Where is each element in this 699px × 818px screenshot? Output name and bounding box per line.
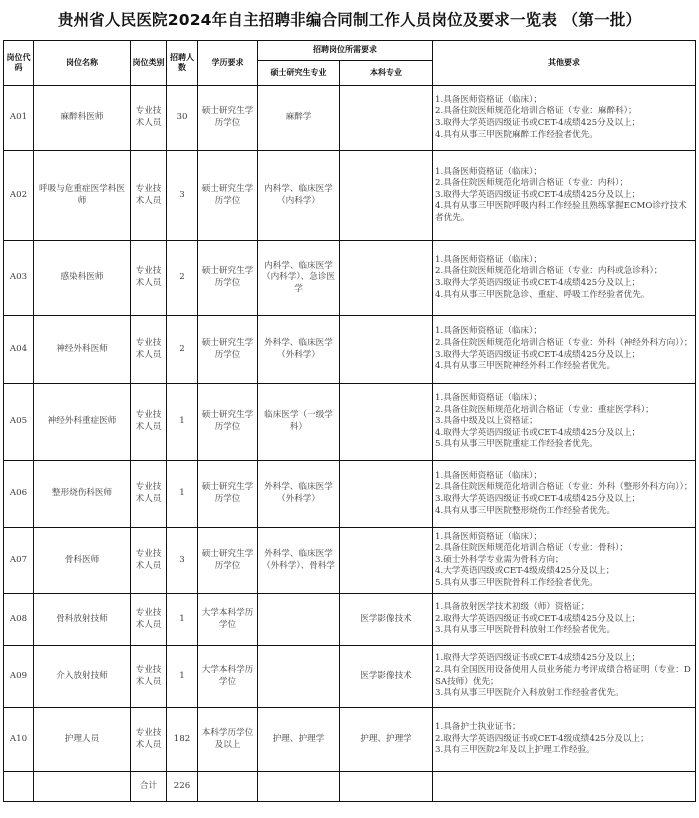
position-code: A07 xyxy=(4,528,34,594)
requirement-line: 2.具备住院医师规范化培训合格证（专业：外科（整形外科方向））； xyxy=(435,482,693,493)
hiring-count: 1 xyxy=(167,384,198,461)
position-code: A03 xyxy=(4,241,34,316)
header-master-major: 硕士研究生专业 xyxy=(258,61,340,86)
requirement-line: 3.具备中级及以上资格证； xyxy=(435,416,538,427)
requirement-line: 4.具有从事三甲医院整形烧伤工作经验者优先。 xyxy=(435,505,616,516)
requirement-line: 3.具有三甲医院2年及以上护理工作经验。 xyxy=(435,745,595,756)
requirement-line: 4.大学英语四级或CET-4级成绩425分及以上； xyxy=(435,566,615,577)
requirement-line: 3.取得大学英语四级证书或CET-4成绩425分及以上； xyxy=(435,278,641,288)
requirement-line: 3.具有从事三甲医院骨科放射工作经验者优先。 xyxy=(435,625,616,636)
bachelor-major xyxy=(340,86,433,151)
education-requirement: 硕士研究生学历学位 xyxy=(198,461,258,528)
requirement-line: 1.具备医师资格证（临床）； xyxy=(435,254,543,265)
position-name: 神经外科重症医师 xyxy=(34,384,131,461)
requirement-line: 4.取得大学英语四级证书或CET-4成绩425分及以上； xyxy=(435,427,641,438)
requirement-line: 2.具备住院医师规范化培训合格证（专业：内科）； xyxy=(435,178,628,189)
position-category: 专业技术人员 xyxy=(131,528,167,594)
empty-cell xyxy=(198,772,258,802)
hiring-count: 1 xyxy=(167,594,198,646)
position-code: A09 xyxy=(4,646,34,708)
master-major xyxy=(258,594,340,646)
position-category: 专业技术人员 xyxy=(131,151,167,241)
requirement-line: 1.具备医师资格证（临床）； xyxy=(435,94,543,105)
other-requirements xyxy=(433,708,696,772)
education-requirement: 硕士研究生学历学位 xyxy=(198,86,258,151)
bachelor-major xyxy=(340,384,433,461)
position-category: 专业技术人员 xyxy=(131,461,167,528)
master-major: 临床医学（一级学科） xyxy=(258,384,340,461)
requirement-line: 1.具备医师资格证（临床）； xyxy=(435,531,543,542)
position-code: A01 xyxy=(4,86,34,151)
position-name: 骨科医师 xyxy=(34,528,131,594)
position-code: A05 xyxy=(4,384,34,461)
education-requirement: 本科学历学位及以上 xyxy=(198,708,258,772)
education-requirement: 大学本科学历学位 xyxy=(198,646,258,708)
hiring-count: 3 xyxy=(167,151,198,241)
position-name: 麻醉科医师 xyxy=(34,86,131,151)
position-code: A06 xyxy=(4,461,34,528)
requirement-line: 2.具备住院医师规范化培训合格证（专业：外科（神经外科方向））； xyxy=(435,337,693,348)
position-category: 专业技术人员 xyxy=(131,86,167,151)
requirement-line: 3.硕士外科学专业需为骨科方向； xyxy=(435,554,564,565)
position-code: A10 xyxy=(4,708,34,772)
education-requirement: 硕士研究生学历学位 xyxy=(198,316,258,384)
total-label: 合计 xyxy=(131,772,167,802)
bachelor-major xyxy=(340,241,433,316)
requirement-line: 4.具有从事三甲医院麻醉工作经验者优先。 xyxy=(435,129,598,140)
requirement-line: 4.具有从事三甲医院呼吸内科工作经验且熟练掌握ECMO诊疗技术者优先。 xyxy=(435,201,687,223)
hiring-count: 1 xyxy=(167,646,198,708)
empty-cell xyxy=(340,772,433,802)
header-category: 岗位类别 xyxy=(131,41,167,86)
bachelor-major xyxy=(340,316,433,384)
position-category: 专业技术人员 xyxy=(131,646,167,708)
other-requirements xyxy=(433,86,696,151)
position-code: A08 xyxy=(4,594,34,646)
table-row xyxy=(4,151,696,241)
position-name: 呼吸与危重症医学科医师 xyxy=(34,151,131,241)
requirement-line: 3.取得大学英语四级证书或CET-4成绩425分及以上； xyxy=(435,494,641,504)
bachelor-major xyxy=(340,528,433,594)
header-name: 岗位名称 xyxy=(34,41,131,86)
empty-cell xyxy=(4,772,34,802)
table-row xyxy=(4,594,696,646)
requirement-line: 1.具备医师资格证（临床）； xyxy=(435,470,543,481)
other-requirements xyxy=(433,316,696,384)
empty-cell xyxy=(34,772,131,802)
requirement-line: 1.具备医师资格证（临床）； xyxy=(435,393,543,404)
empty-cell xyxy=(433,772,696,802)
other-requirements xyxy=(433,151,696,241)
header-other: 其他要求 xyxy=(433,41,696,86)
total-row xyxy=(4,772,696,802)
hiring-count: 2 xyxy=(167,316,198,384)
empty-cell xyxy=(258,772,340,802)
position-name: 整形烧伤科医师 xyxy=(34,461,131,528)
table-row xyxy=(4,528,696,594)
position-category: 专业技术人员 xyxy=(131,384,167,461)
requirement-line: 3.取得大学英语四级证书或CET-4成绩425分及以上； xyxy=(435,349,641,360)
education-requirement: 大学本科学历学位 xyxy=(198,594,258,646)
table-row xyxy=(4,646,696,708)
education-requirement: 硕士研究生学历学位 xyxy=(198,241,258,316)
header-education: 学历要求 xyxy=(198,41,258,86)
bachelor-major: 医学影像技术 xyxy=(340,594,433,646)
master-major xyxy=(258,646,340,708)
requirement-line: 1.具备放射医学技术初级（师）资格证； xyxy=(435,602,590,613)
table-row xyxy=(4,384,696,461)
position-name: 护理人员 xyxy=(34,708,131,772)
position-code: A02 xyxy=(4,151,34,241)
requirement-line: 2.取得大学英语四级证书或CET-4级成绩425分及以上； xyxy=(435,733,649,744)
position-category: 专业技术人员 xyxy=(131,594,167,646)
position-category: 专业技术人员 xyxy=(131,241,167,316)
requirement-line: 5.具有从事三甲医院重症工作经验者优先。 xyxy=(435,439,598,450)
header-count: 招聘人数 xyxy=(167,41,198,86)
requirement-line: 3.具有从事三甲医院介入科放射工作经验者优先。 xyxy=(435,688,624,699)
requirement-line: 1.具备医师资格证（临床）； xyxy=(435,166,543,177)
bachelor-major: 护理、护理学 xyxy=(340,708,433,772)
other-requirements xyxy=(433,646,696,708)
position-code: A04 xyxy=(4,316,34,384)
header-code: 岗位代码 xyxy=(4,41,34,86)
education-requirement: 硕士研究生学历学位 xyxy=(198,528,258,594)
master-major: 护理、护理学 xyxy=(258,708,340,772)
master-major: 内科学、临床医学（内科学） xyxy=(258,151,340,241)
requirement-line: 2.具备住院医师规范化培训合格证（专业：重症医学科）； xyxy=(435,404,654,415)
master-major: 外科学、临床医学（外科学） xyxy=(258,461,340,528)
other-requirements xyxy=(433,461,696,528)
header-bachelor-major: 本科专业 xyxy=(340,61,433,86)
table-row xyxy=(4,86,696,151)
hiring-count: 3 xyxy=(167,528,198,594)
requirement-line: 3.取得大学英语四级证书或CET-4成绩425分及以上； xyxy=(435,189,641,200)
master-major: 外科学、临床医学（外科学）、骨科学 xyxy=(258,528,340,594)
hiring-count: 2 xyxy=(167,241,198,316)
requirement-line: 2.具备住院医师规范化培训合格证（专业：麻醉科）； xyxy=(435,106,637,117)
table-row xyxy=(4,316,696,384)
hiring-count: 30 xyxy=(167,86,198,151)
requirement-line: 2.具有全国医用设备使用人员业务能力考评成绩合格证明（专业：DSA技师）优先； xyxy=(435,664,691,687)
bachelor-major xyxy=(340,461,433,528)
requirement-line: 1.具备医师资格证（临床）； xyxy=(435,326,543,337)
requirement-line: 5.具有从事三甲医院骨科工作经验者优先。 xyxy=(435,577,598,588)
education-requirement: 硕士研究生学历学位 xyxy=(198,384,258,461)
master-major: 麻醉学 xyxy=(258,86,340,151)
header-major-group: 招聘岗位所需要求 xyxy=(258,41,433,61)
requirement-line: 1.取得大学英语四级证书或CET-4成绩425分及以上； xyxy=(435,653,641,664)
position-name: 神经外科医师 xyxy=(34,316,131,384)
master-major: 内科学、临床医学（内科学）、急诊医学 xyxy=(258,241,340,316)
page-title: 贵州省人民医院2024年自主招聘非编合同制工作人员岗位及要求一览表 （第一批） xyxy=(57,11,642,29)
requirement-line: 2.具备住院医师规范化培训合格证（专业：骨科）； xyxy=(435,543,628,554)
table-row xyxy=(4,461,696,528)
requirement-line: 2.取得大学英语四级证书或CET-4成绩425分及以上； xyxy=(435,613,641,624)
requirement-line: 2.具备住院医师规范化培训合格证（专业：内科或急诊科）； xyxy=(435,266,663,277)
requirement-line: 4.具有从事三甲医院急诊、重症、呼吸工作经验者优先。 xyxy=(435,289,650,300)
table-row xyxy=(4,241,696,316)
other-requirements xyxy=(433,528,696,594)
other-requirements xyxy=(433,384,696,461)
hiring-count: 1 xyxy=(167,461,198,528)
position-category: 专业技术人员 xyxy=(131,708,167,772)
other-requirements xyxy=(433,594,696,646)
education-requirement: 硕士研究生学历学位 xyxy=(198,151,258,241)
bachelor-major: 医学影像技术 xyxy=(340,646,433,708)
bachelor-major xyxy=(340,151,433,241)
position-category: 专业技术人员 xyxy=(131,316,167,384)
master-major: 外科学、临床医学（外科学） xyxy=(258,316,340,384)
position-name: 感染科医师 xyxy=(34,241,131,316)
position-name: 介入放射技师 xyxy=(34,646,131,708)
total-count: 226 xyxy=(167,772,198,802)
position-name: 骨科放射技师 xyxy=(34,594,131,646)
requirement-line: 3.取得大学英语四级证书或CET-4成绩425分及以上； xyxy=(435,118,641,128)
requirement-line: 4.具有从事三甲医院神经外科工作经验者优先。 xyxy=(435,361,616,372)
table-row xyxy=(4,708,696,772)
hiring-count: 182 xyxy=(167,708,198,772)
requirement-line: 1.具备护士执业证书； xyxy=(435,722,521,733)
other-requirements xyxy=(433,241,696,316)
positions-table xyxy=(3,40,696,802)
